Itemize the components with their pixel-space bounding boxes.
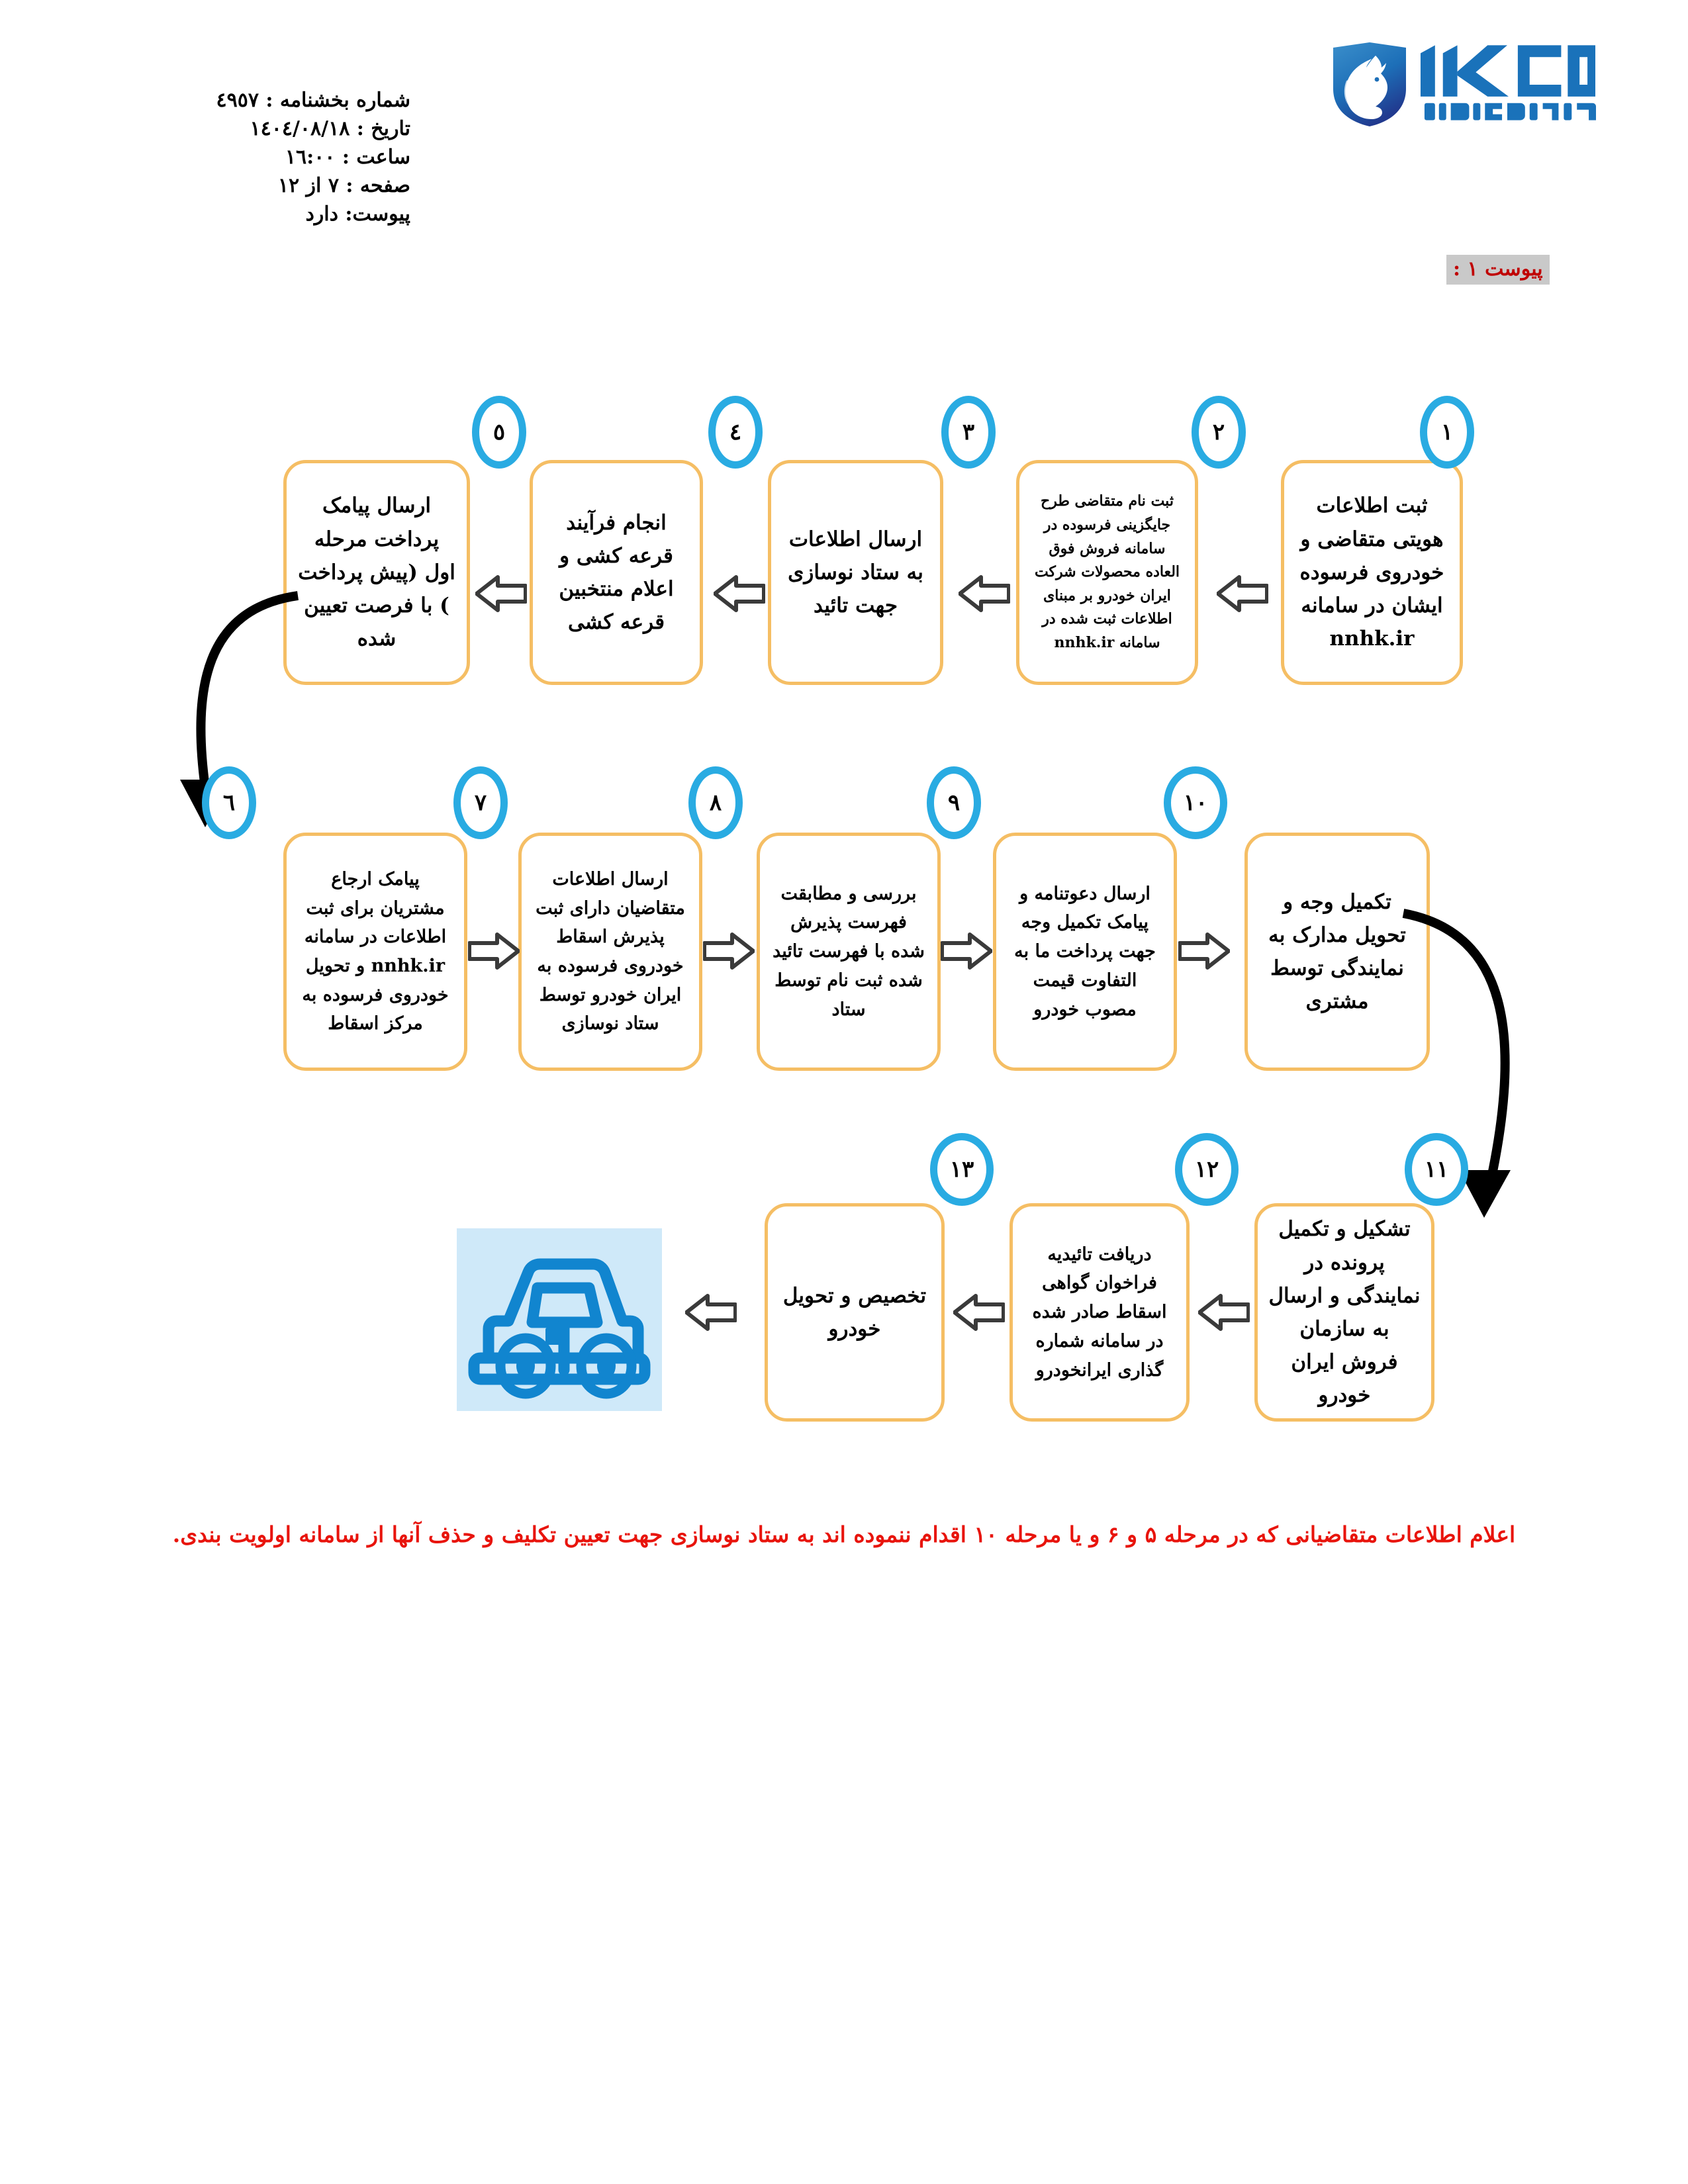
step-badge-9: ٩: [927, 766, 981, 839]
attachment-status: پیوست: دارد: [305, 203, 410, 226]
step-text-12: دریافت تائیدیه فراخوان گواهی اسقاط صادر شده در سامانه شماره گذاری ایرانخودرو: [1032, 1244, 1167, 1381]
step-badge-13: ١٣: [930, 1133, 994, 1206]
flow-arrow-8-to-9: [941, 931, 992, 972]
step-badge-12: ١٢: [1175, 1133, 1239, 1206]
step-text-13: تخصیص و تحویل خودرو: [782, 1283, 927, 1341]
step-box-8: [757, 833, 941, 1071]
step-text-11: تشکیل و تکمیل پرونده در نمایندگی و ارسال به سازمان فروش ایران خودرو: [1268, 1217, 1421, 1408]
car-illustration: [457, 1228, 662, 1411]
flow-arrow-3-to-4: [714, 573, 765, 614]
flow-arrow-12-to-13: [953, 1292, 1005, 1333]
step-box-7: [518, 833, 702, 1071]
step-text-3: ارسال اطلاعات به ستاد نوسازی جهت تائید: [788, 527, 923, 618]
step-badge-5: ٥: [472, 396, 526, 469]
circular-date: تاریخ : ١٤٠٤/٠٨/١٨: [250, 117, 410, 140]
step-text-4: انجام فرآیند قرعه کشی و اعلام منتخبین قرعه کشی: [559, 510, 674, 635]
step-box-2: [1016, 460, 1198, 685]
flow-arrow-11-to-12: [1198, 1292, 1250, 1333]
step-text-8: بررسی و مطابقت فهرست پذیرش شده با فهرست تائید شده ثبت نام توسط ستاد: [773, 883, 925, 1020]
loop-arrow-row1-to-row2: [165, 589, 338, 960]
step-badge-3: ٣: [941, 396, 996, 469]
flow-arrow-7-to-8: [703, 931, 755, 972]
step-badge-7: ٧: [453, 766, 508, 839]
loop-arrow-row2-to-row3: [1344, 907, 1536, 1317]
step-badge-11: ١١: [1405, 1133, 1468, 1206]
footer-note: اعلام اطلاعات متقاضیانی که در مرحله ۵ و ۶ و یا مرحله ۱۰ اقدام ننموده اند به ستاد نوسازی جهت تعیین تکلیف و حذف آنها از سامانه اولویت بندی.: [172, 1522, 1516, 1547]
flow-arrow-4-to-5: [475, 573, 527, 614]
step-text-1: ثبت اطلاعات هویتی متقاضی و خودروی فرسوده ایشان در سامانه nnhk.ir: [1299, 494, 1444, 651]
step-badge-10: ١٠: [1164, 766, 1227, 839]
step-text-9: ارسال دعوتنامه و پیامک تکمیل وجه جهت پرداخت ما به التفاوت قیمت مصوب خودرو: [1014, 883, 1156, 1020]
flow-arrow-9-to-10: [1178, 931, 1230, 972]
circular-time: ساعت : ١٦:٠٠: [285, 146, 410, 169]
step-badge-8: ٨: [688, 766, 743, 839]
circular-number: شماره بخشنامه : ٤٩٥٧: [216, 89, 410, 112]
step-badge-4: ٤: [708, 396, 763, 469]
flow-arrow-6-to-7: [468, 931, 520, 972]
step-badge-6: ٦: [202, 766, 256, 839]
step-box-13: [765, 1203, 945, 1422]
flow-arrow-1-to-2: [1217, 573, 1268, 614]
step-text-7: ارسال اطلاعات متقاضیان دارای ثبت پذیرش اسقاط خودروی فرسوده به ایران خودرو توسط ستاد نوسازی: [536, 868, 685, 1034]
step-text-2: ثبت نام متقاضی طرح جایگزینی فرسوده در سامانه فروش فوق العاده محصولات شرکت ایران خودرو بر مبنای اطلاعات ثبت شده در سامانه nnhk.ir: [1034, 492, 1180, 652]
attachment-tag: پیوست ١ :: [1446, 255, 1550, 285]
step-text-10: تکمیل وجه و تحویل مدارک به نمایندگی توسط مشتری: [1268, 889, 1406, 1014]
flow-arrow-13-to-car: [685, 1292, 737, 1333]
flow-arrow-2-to-3: [959, 573, 1010, 614]
step-box-3: [768, 460, 943, 685]
step-badge-1: ١: [1420, 396, 1474, 469]
step-box-9: [993, 833, 1177, 1071]
step-badge-2: ٢: [1192, 396, 1246, 469]
page-number: صفحه : ٧ از ١٢: [277, 174, 410, 197]
step-box-12: [1009, 1203, 1190, 1422]
step-text-6: پیامک ارجاع مشتریان برای ثبت اطلاعات در سامانه nnhk.ir و تحویل خودروی فرسوده به مرکز اسقاط: [302, 868, 449, 1034]
step-box-4: [530, 460, 703, 685]
step-text-5: ارسال پیامک پرداخت مرحله اول (پیش پرداخت ) با فرصت تعیین شده: [298, 494, 455, 651]
step-box-1: [1281, 460, 1463, 685]
